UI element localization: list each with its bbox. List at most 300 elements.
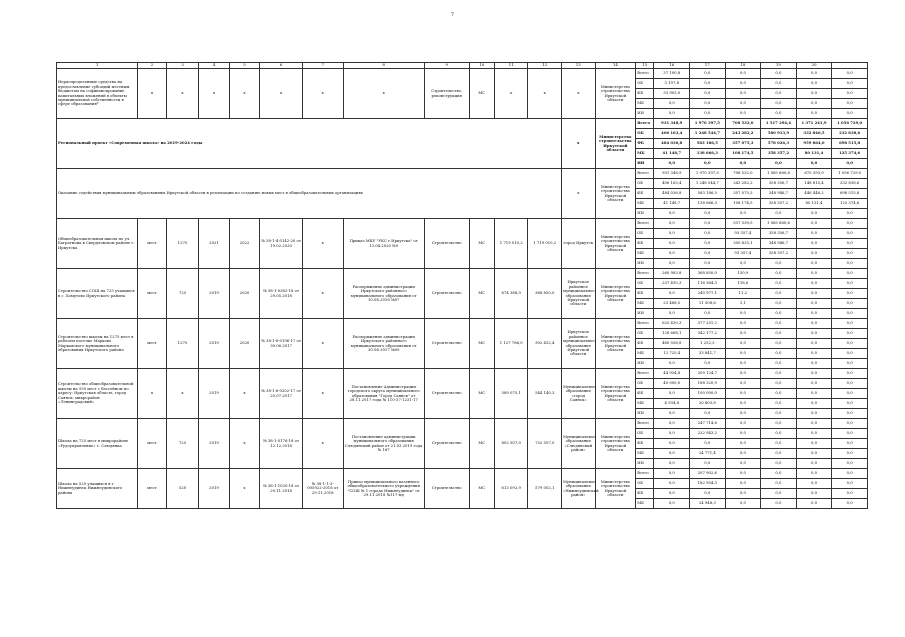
amount-cell: 0,0 (832, 329, 868, 339)
amount-cell: 0,0 (832, 79, 868, 89)
cell-col7: х (302, 369, 343, 419)
amount-cell: 0,0 (832, 89, 868, 99)
amount-cell: 0,0 (832, 319, 868, 329)
amount-cell: 0,0 (796, 429, 832, 439)
amount-cell: 138 666,3 (690, 149, 726, 159)
amount-cell: 0,0 (761, 389, 797, 399)
amount-cell: 0,0 (725, 459, 761, 469)
funding-source: МБ (636, 149, 654, 159)
amount-cell: 0,0 (725, 349, 761, 359)
amount-cell: 0,0 (725, 499, 761, 509)
amount-cell: 0,0 (761, 279, 797, 289)
cell-col13: Муниципальное образование «город Саянск» (562, 369, 596, 419)
amount-cell: 342 177,2 (690, 329, 726, 339)
amount-cell: 0,0 (796, 109, 832, 119)
amount-cell: 0,0 (761, 429, 797, 439)
cell-col8: Распоряжение администрации Иркутского районного муниципального образования от 30.06.2017 №69 (343, 319, 424, 369)
amount-cell: 0,0 (796, 449, 832, 459)
amount-cell: 1 517 294,4 (761, 119, 797, 129)
cell-col6: № 38-1-1020-18 от 29.11.2018 (260, 469, 303, 509)
cell-col11: 674 388,0 (494, 269, 528, 319)
amount-cell: 708 532,0 (725, 169, 761, 179)
amount-cell: 0,0 (761, 109, 797, 119)
amount-cell: 0,0 (832, 279, 868, 289)
cell-col2: мест (138, 219, 166, 269)
amount-cell: 578 026,3 (761, 139, 797, 149)
funding-source: Всего (636, 469, 654, 479)
amount-cell: 0,0 (796, 439, 832, 449)
cell-col13: Иркутское районное муниципальное образование Иркутской области (562, 319, 596, 369)
cell-col6: № 38-1-6-0196-17 от 30.06.2017 (260, 319, 303, 369)
amount-cell: 44 934,8 (654, 369, 690, 379)
amount-cell: 0,0 (796, 239, 832, 249)
header-cell: 14 (595, 63, 636, 69)
amount-cell: 243 282,2 (725, 129, 761, 139)
amount-cell: 232 838,6 (832, 179, 868, 189)
cell-col8: Постановление администрации муниципального образования Слюдянский район от 21.03.2019 года № 167 (343, 419, 424, 469)
funding-source: ОБ (636, 129, 654, 139)
amount-cell: 0,0 (832, 69, 868, 79)
amount-cell: 0,0 (796, 299, 832, 309)
amount-cell: 0,0 (761, 89, 797, 99)
amount-cell: 0,0 (654, 309, 690, 319)
amount-cell: 931 348,9 (654, 169, 690, 179)
amount-cell: 0,0 (725, 109, 761, 119)
amount-cell: 0,0 (725, 359, 761, 369)
amount-cell: 182 954,3 (690, 479, 726, 489)
amount-cell: 0,0 (690, 229, 726, 239)
amount-cell: 0,0 (832, 429, 868, 439)
amount-cell: 0,0 (725, 89, 761, 99)
amount-cell: 0,0 (796, 349, 832, 359)
amount-cell: 12 725,4 (654, 349, 690, 359)
amount-cell: 0,0 (761, 379, 797, 389)
header-cell: 1 (57, 63, 138, 69)
amount-cell: 20 803,8 (690, 399, 726, 409)
amount-cell: 0,0 (690, 239, 726, 249)
amount-cell: 0,0 (690, 89, 726, 99)
funding-source: ИИ (636, 209, 654, 219)
amount-cell: 0,0 (832, 289, 868, 299)
funding-source: ФБ (636, 439, 654, 449)
amount-cell: 0,0 (761, 309, 797, 319)
amount-cell: 0,0 (690, 249, 726, 259)
funding-source: ФБ (636, 489, 654, 499)
amount-cell: 0,0 (832, 359, 868, 369)
amount-cell: 357 075,3 (725, 139, 761, 149)
amount-cell: 0,0 (725, 439, 761, 449)
amount-cell: 480 036,8 (654, 339, 690, 349)
amount-cell: 0,0 (761, 419, 797, 429)
amount-cell: 583 186,5 (690, 139, 726, 149)
amount-cell: 0,0 (832, 499, 868, 509)
header-cell: 8 (343, 63, 424, 69)
amount-cell: 0,0 (796, 319, 832, 329)
amount-cell: 0,0 (832, 459, 868, 469)
amount-cell: 0,0 (832, 109, 868, 119)
funding-source: Всего (636, 369, 654, 379)
header-cell: 5 (229, 63, 259, 69)
amount-cell: 0,0 (761, 489, 797, 499)
amount-cell: 0,0 (725, 369, 761, 379)
funding-source: Всего (636, 219, 654, 229)
cell-col9: Строительство (424, 369, 469, 419)
amount-cell: 1 056 729,0 (832, 169, 868, 179)
amount-cell: 0,0 (832, 239, 868, 249)
amount-cell: 0,0 (654, 449, 690, 459)
header-cell: 7 (302, 63, 343, 69)
amount-cell: 0,0 (725, 389, 761, 399)
header-cell: 3 (166, 63, 199, 69)
amount-cell: 348 946,7 (761, 239, 797, 249)
cell-col13: х (562, 169, 596, 219)
amount-cell: 0,0 (832, 229, 868, 239)
cell-col12: 752 507,0 (528, 419, 562, 469)
amount-cell: 41 148,7 (654, 149, 690, 159)
funding-source: ФБ (636, 139, 654, 149)
table-row (57, 169, 868, 179)
header-cell: 2 (138, 63, 166, 69)
funding-source: ФБ (636, 89, 654, 99)
funding-source: МБ (636, 299, 654, 309)
cell-col9: Строительство (424, 319, 469, 369)
cell-col5: х (229, 419, 259, 469)
amount-cell: 0,0 (690, 79, 726, 89)
amount-cell: 125 374,6 (832, 199, 868, 209)
cell-col2: мест (138, 469, 166, 509)
funding-source: ИИ (636, 309, 654, 319)
amount-cell: 332 846,5 (796, 129, 832, 139)
cell-col14: Министерство строительства Иркутской области (595, 419, 636, 469)
amount-cell: 0,0 (832, 99, 868, 109)
amount-cell: 0,0 (832, 379, 868, 389)
amount-cell: 350 825,1 (725, 239, 761, 249)
cell-col7: х (302, 69, 343, 119)
amount-cell: 0,0 (654, 389, 690, 399)
amount-cell: 0,0 (725, 379, 761, 389)
amount-cell: 0,0 (761, 79, 797, 89)
amount-cell: 0,0 (654, 109, 690, 119)
amount-cell: 33 841,7 (690, 349, 726, 359)
amount-cell: 0,0 (832, 419, 868, 429)
amount-cell: 0,0 (690, 69, 726, 79)
amount-cell: 247 714,6 (690, 419, 726, 429)
amount-cell: 138 666,3 (690, 199, 726, 209)
amount-cell: 0,0 (796, 489, 832, 499)
amount-cell: 406 163,4 (654, 129, 690, 139)
amount-cell: 0,0 (796, 279, 832, 289)
cell-col5: х (229, 469, 259, 509)
cell-col6: № 38-1-0176-18 от 12.12.2018 (260, 419, 303, 469)
amount-cell: 0,0 (761, 299, 797, 309)
funding-source: МБ (636, 449, 654, 459)
table-row (57, 369, 868, 379)
header-cell: 10 (469, 63, 494, 69)
cell-col14: Министерство строительства Иркутской области (595, 219, 636, 269)
amount-cell: 130,9 (725, 269, 761, 279)
amount-cell: 0,0 (654, 459, 690, 469)
funding-source: ОБ (636, 379, 654, 389)
amount-cell: 1 065 660,6 (761, 169, 797, 179)
cell-col9: Строительство (424, 469, 469, 509)
cell-col14: Министерство строительства Иркутской области (595, 469, 636, 509)
amount-cell: 0,0 (796, 329, 832, 339)
amount-cell: 0,0 (725, 339, 761, 349)
amount-cell: 0,0 (832, 409, 868, 419)
amount-cell: 0,0 (832, 399, 868, 409)
cell-col6: № 38-1-4-0142-20 от 19.02.2020 (260, 219, 303, 269)
amount-cell: 11,2 (725, 289, 761, 299)
amount-cell: 108 174,5 (725, 199, 761, 209)
amount-cell: 0,0 (725, 449, 761, 459)
amount-cell: 0,0 (761, 469, 797, 479)
amount-cell: 0,0 (725, 419, 761, 429)
object-name: Строительство СОШ на 725 учащихся в с. Хомутово Иркутского района (57, 269, 138, 319)
amount-cell: 0,0 (832, 439, 868, 449)
cell-col11: 613 092,9 (494, 469, 528, 509)
amount-cell: 240 977,1 (690, 289, 726, 299)
amount-cell: 0,0 (654, 479, 690, 489)
amount-cell: 0,0 (796, 219, 832, 229)
cell-col7: х (302, 269, 343, 319)
cell-col6: № 38-1-0382-18 от 29.05.2018 (260, 269, 303, 319)
amount-cell: 0,0 (725, 309, 761, 319)
amount-cell: 209 124,7 (690, 369, 726, 379)
amount-cell: 93 357,4 (725, 229, 761, 239)
amount-cell: 0,0 (725, 329, 761, 339)
cell-col13: Иркутское районное муниципальное образование Иркутской области (562, 269, 596, 319)
amount-cell: 537 539,5 (725, 219, 761, 229)
amount-cell: 0,0 (761, 369, 797, 379)
amount-cell: 0,0 (796, 479, 832, 489)
cell-col14: Министерство строительства Иркутской области (595, 369, 636, 419)
amount-cell: 0,0 (761, 449, 797, 459)
amount-cell: 0,0 (761, 409, 797, 419)
cell-col3: х (166, 369, 199, 419)
amount-cell: 0,0 (832, 309, 868, 319)
funding-source: ФБ (636, 389, 654, 399)
header-cell: 11 (494, 63, 528, 69)
amount-cell: 0,0 (761, 209, 797, 219)
amount-cell: 1 371 241,9 (796, 119, 832, 129)
funding-source: ИИ (636, 459, 654, 469)
amount-cell: 188 320,9 (690, 379, 726, 389)
cell-col3: 725 (166, 419, 199, 469)
table-row (57, 119, 868, 129)
amount-cell: 0,0 (761, 159, 797, 169)
amount-cell: 80 131,4 (796, 199, 832, 209)
amount-cell: 0,0 (654, 469, 690, 479)
amount-cell: 0,0 (796, 79, 832, 89)
amount-cell: 698 515,8 (832, 189, 868, 199)
amount-cell: 116 364,3 (690, 279, 726, 289)
amount-cell: 0,0 (725, 209, 761, 219)
funding-source: МБ (636, 349, 654, 359)
funding-source: ИИ (636, 359, 654, 369)
cell-col13: х (562, 119, 596, 169)
amount-cell: 222 943,2 (690, 429, 726, 439)
header-cell: 19 (761, 63, 797, 69)
amount-cell: 0,0 (725, 429, 761, 439)
funding-source: Всего (636, 319, 654, 329)
amount-cell: 0,0 (761, 459, 797, 469)
cell-col2: х (138, 69, 166, 119)
amount-cell: 0,0 (761, 99, 797, 109)
header-cell: 9 (424, 63, 469, 69)
amount-cell: 0,0 (832, 479, 868, 489)
cell-col9: Строительство, реконструкция (424, 69, 469, 119)
cell-col7: х (302, 419, 343, 469)
amount-cell: 0,0 (832, 259, 868, 269)
amount-cell: 0,0 (690, 359, 726, 369)
amount-cell: 0,0 (796, 209, 832, 219)
table-row (57, 219, 868, 229)
cell-col14: Министерство строительства Иркутской области (595, 69, 636, 119)
amount-cell: 0,0 (832, 269, 868, 279)
amount-cell: 0,0 (796, 409, 832, 419)
funding-source: ОБ (636, 79, 654, 89)
amount-cell: 93 357,4 (725, 249, 761, 259)
amount-cell: 0,0 (796, 159, 832, 169)
amount-cell: 0,0 (796, 379, 832, 389)
amount-cell: 0,0 (761, 479, 797, 489)
amount-cell: 0,0 (796, 99, 832, 109)
cell-col6: х (260, 69, 303, 119)
amount-cell: 0,0 (796, 269, 832, 279)
table-row (57, 69, 868, 79)
table-row (57, 419, 868, 429)
amount-cell: 260 983,8 (654, 269, 690, 279)
funding-source: Всего (636, 119, 654, 129)
section-title: Региональный проект «Современная школа» на 2019-2024 годы (57, 119, 562, 169)
amount-cell: 0,0 (796, 399, 832, 409)
amount-cell: 24 948,3 (690, 499, 726, 509)
amount-cell: 0,0 (796, 389, 832, 399)
amount-cell: 0,0 (796, 369, 832, 379)
header-cell: 15 (636, 63, 654, 69)
cell-col14: Министерство строительства Иркутской области (595, 319, 636, 369)
amount-cell: 0,0 (725, 159, 761, 169)
cell-col13: Муниципальное образование «Нижнеудинский район» (562, 469, 596, 509)
funding-source: Всего (636, 269, 654, 279)
amount-cell: 0,0 (654, 99, 690, 109)
amount-cell: 128 668,1 (654, 329, 690, 339)
amount-cell: 0,0 (654, 359, 690, 369)
cell-col11: 589 075,1 (494, 369, 528, 419)
header-cell: 12 (528, 63, 562, 69)
cell-col10: МС (469, 469, 494, 509)
cell-col2: мест (138, 269, 166, 319)
amount-cell: 0,0 (832, 249, 868, 259)
funding-source: ФБ (636, 239, 654, 249)
funding-source: Всего (636, 419, 654, 429)
funding-source: ОБ (636, 179, 654, 189)
amount-cell: 358 357,2 (761, 199, 797, 209)
amount-cell: 243 282,2 (725, 179, 761, 189)
cell-col4: 2019 (199, 319, 229, 369)
cell-col5: 2020 (229, 269, 259, 319)
amount-cell: 0,0 (725, 79, 761, 89)
funding-source: ОБ (636, 329, 654, 339)
amount-cell: 1 970 397,5 (690, 169, 726, 179)
amount-cell: 0,0 (654, 429, 690, 439)
amount-cell: 0,0 (690, 309, 726, 319)
funding-source: ФБ (636, 289, 654, 299)
amount-cell: 23 488,5 (654, 299, 690, 309)
cell-col3: 1275 (166, 219, 199, 269)
amount-cell: 1 248 544,7 (690, 179, 726, 189)
amount-cell: 37 100,8 (654, 69, 690, 79)
amount-cell: 446 446,2 (796, 189, 832, 199)
header-cell: 6 (260, 63, 303, 69)
cell-col3: 725 (166, 269, 199, 319)
cell-col3: 520 (166, 469, 199, 509)
section-title: Оказание содействия муниципальным образованиям Иркутской области в реализации по созданию новых мест в общеобразовательных организациях (57, 169, 562, 219)
cell-col8: х (343, 69, 424, 119)
amount-cell: 100 000,0 (690, 389, 726, 399)
cell-col10: МС (469, 69, 494, 119)
amount-cell: 0,0 (725, 399, 761, 409)
amount-cell: 0,0 (761, 439, 797, 449)
amount-cell: 207 902,6 (690, 469, 726, 479)
amount-cell: 358 356,7 (761, 229, 797, 239)
amount-cell: 0,0 (761, 349, 797, 359)
amount-cell: 3 197,8 (654, 79, 690, 89)
amount-cell: 0,0 (796, 469, 832, 479)
budget-table (56, 62, 868, 509)
amount-cell: 0,0 (654, 229, 690, 239)
funding-source: Всего (636, 69, 654, 79)
amount-cell: 0,0 (832, 159, 868, 169)
amount-cell: 0,0 (761, 319, 797, 329)
cell-col8: Приказ муниципального казенного общеобразовательного учреждения "СОШ № 1 города Нижнеудинск" от 29.11.2018 №117-мд (343, 469, 424, 509)
cell-col10: МС (469, 219, 494, 269)
amount-cell: 358 357,2 (761, 249, 797, 259)
table-row (57, 469, 868, 479)
amount-cell: 0,0 (690, 159, 726, 169)
funding-source: МБ (636, 99, 654, 109)
cell-col2: х (138, 369, 166, 419)
amount-cell: 959 864,0 (796, 139, 832, 149)
amount-cell: 0,0 (796, 339, 832, 349)
cell-col7: № 38-1-1-3-005922-2018 от 29.11.2018 (302, 469, 343, 509)
amount-cell: 0,0 (832, 349, 868, 359)
amount-cell: 40 000,0 (654, 379, 690, 389)
amount-cell: 580 913,9 (761, 129, 797, 139)
amount-cell: 0,0 (654, 289, 690, 299)
funding-source: ИИ (636, 159, 654, 169)
funding-source: ИИ (636, 259, 654, 269)
amount-cell: 118,6 (725, 279, 761, 289)
amount-cell: 0,0 (796, 459, 832, 469)
header-cell: 16 (654, 63, 690, 69)
cell-col13: город Иркутск (562, 219, 596, 269)
amount-cell: 0,0 (796, 249, 832, 259)
funding-source: ФБ (636, 339, 654, 349)
amount-cell: 0,0 (832, 209, 868, 219)
cell-col11: 1 127 786,0 (494, 319, 528, 369)
amount-cell: 358 356,7 (761, 179, 797, 189)
amount-cell: 931 348,9 (654, 119, 690, 129)
amount-cell: 0,0 (725, 469, 761, 479)
amount-cell: 0,0 (654, 259, 690, 269)
amount-cell: 625 430,3 (654, 319, 690, 329)
amount-cell: 1,1 (725, 299, 761, 309)
amount-cell: 0,0 (761, 259, 797, 269)
funding-source: ИИ (636, 409, 654, 419)
amount-cell: 1 252,3 (690, 339, 726, 349)
amount-cell: 0,0 (690, 439, 726, 449)
